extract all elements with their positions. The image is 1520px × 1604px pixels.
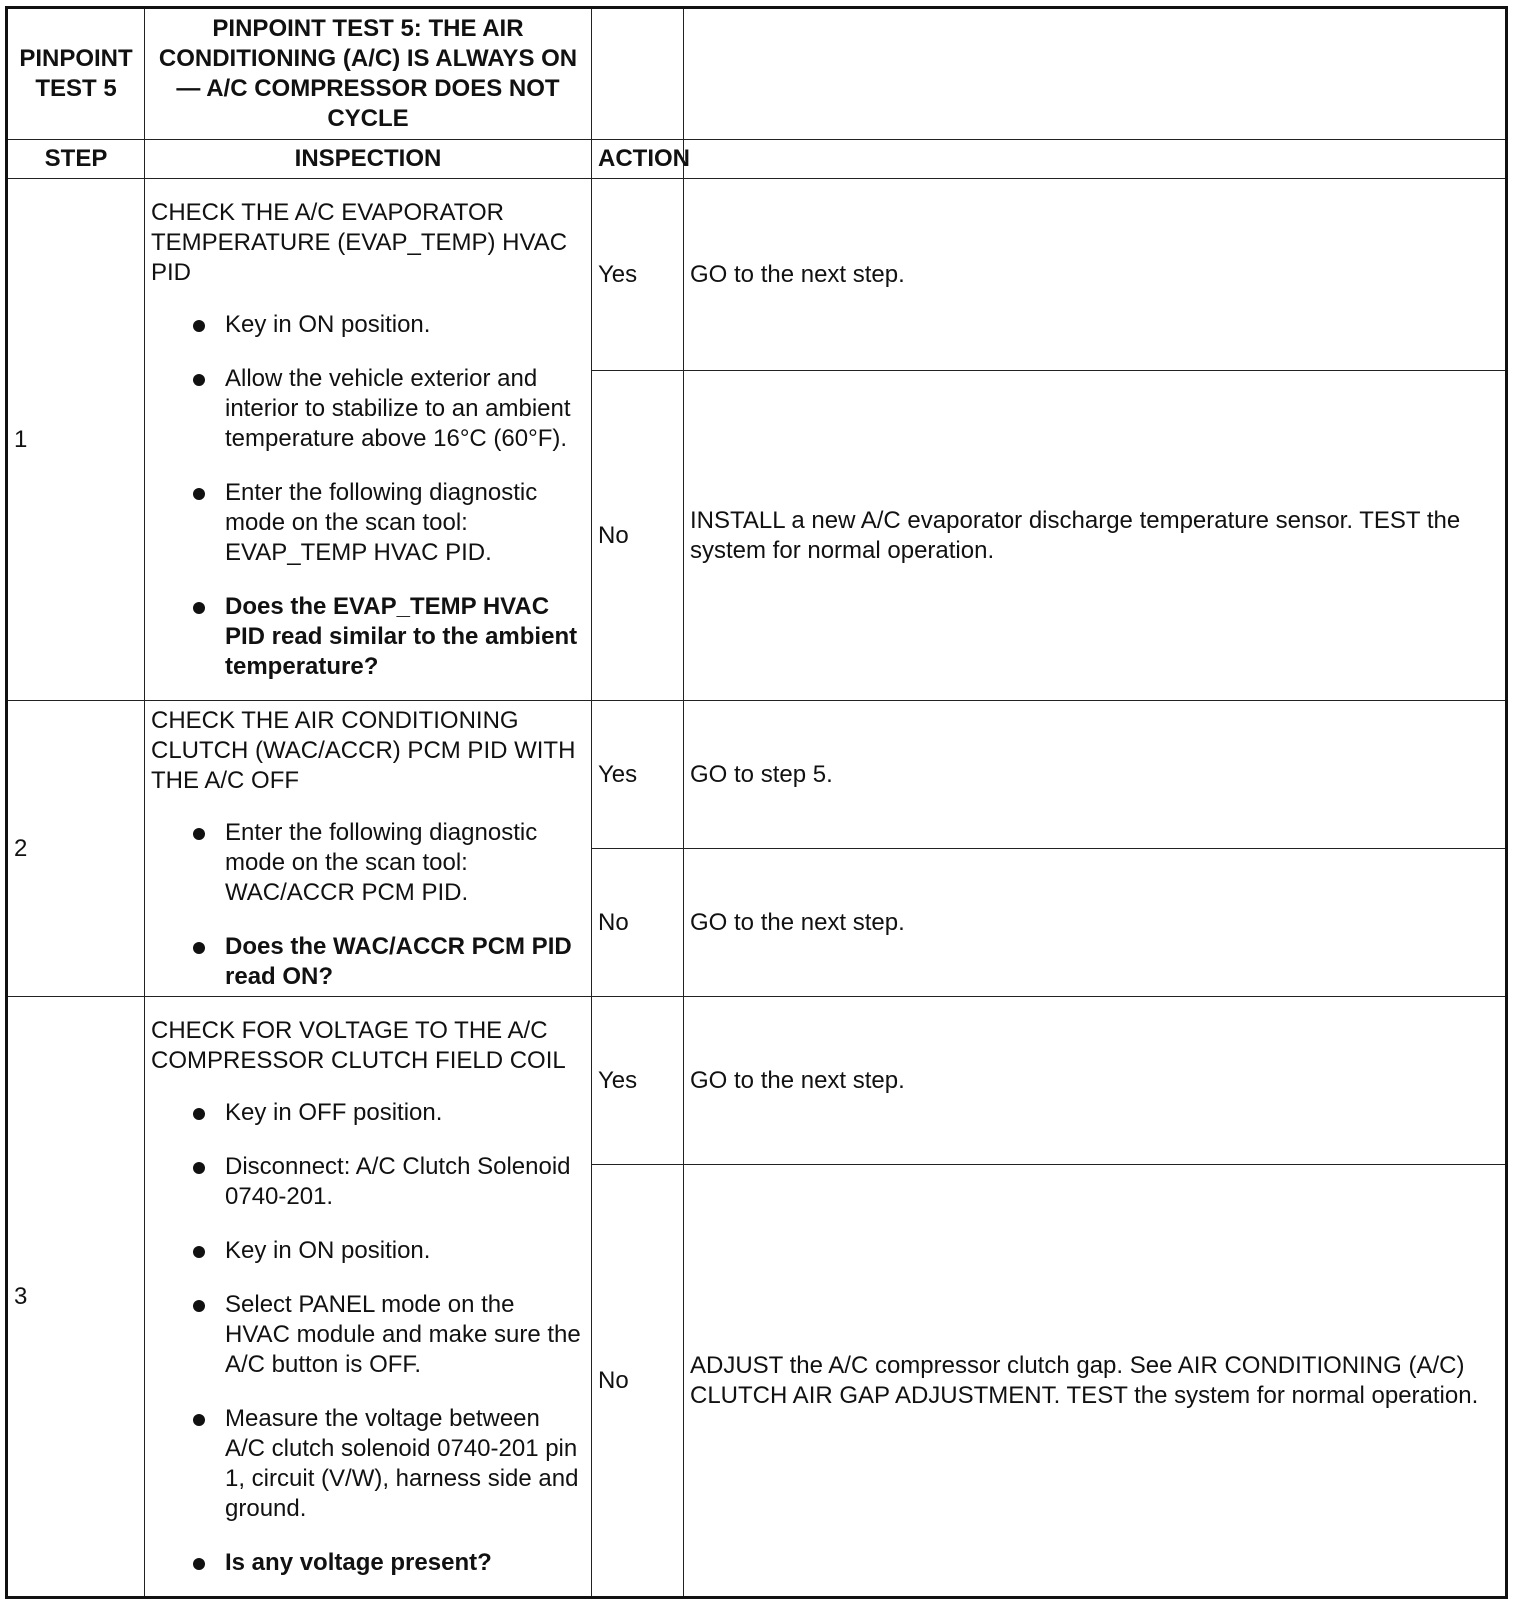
col-header-empty xyxy=(684,140,1507,179)
inspection-question: Does the WAC/ACCR PCM PID read ON? xyxy=(193,932,585,992)
header-empty-cell xyxy=(684,8,1507,140)
response-no: No xyxy=(592,371,684,701)
inspection-bullet: Key in ON position. xyxy=(193,1236,585,1266)
action-no: GO to the next step. xyxy=(684,849,1507,997)
inspection-question: Does the EVAP_TEMP HVAC PID read similar to the ambient temperature? xyxy=(193,592,585,682)
step-inspection xyxy=(145,997,592,1598)
inspection-question: Is any voltage present? xyxy=(193,1548,585,1578)
inspection-title: CHECK THE AIR CONDITIONING CLUTCH (WAC/ACCR) PCM PID WITH THE A/C OFF xyxy=(151,706,576,794)
action-no: ADJUST the A/C compressor clutch gap. See AIR CONDITIONING (A/C) CLUTCH AIR GAP ADJUSTMENT. TEST the system for normal operation. xyxy=(684,1165,1507,1598)
response-no: No xyxy=(592,849,684,997)
action-no: INSTALL a new A/C evaporator discharge temperature sensor. TEST the system for normal operation. xyxy=(684,371,1507,701)
inspection-title: CHECK FOR VOLTAGE TO THE A/C COMPRESSOR CLUTCH FIELD COIL xyxy=(151,1016,566,1074)
inspection-bullet: Allow the vehicle exterior and interior to stabilize to an ambient temperature above 16°C (60°F). xyxy=(193,364,585,454)
step-2-yes-row xyxy=(7,701,1507,849)
step-inspection xyxy=(145,701,592,997)
col-header-action: ACTION xyxy=(592,140,684,179)
inspection-bullet: Key in ON position. xyxy=(193,310,585,340)
inspection-bullet: Select PANEL mode on the HVAC module and make sure the A/C button is OFF. xyxy=(193,1290,585,1380)
step-number: 3 xyxy=(7,997,145,1598)
pinpoint-test-table xyxy=(5,6,1508,1599)
inspection-bullets xyxy=(151,818,585,992)
inspection-bullet: Enter the following diagnostic mode on the scan tool: WAC/ACCR PCM PID. xyxy=(193,818,585,908)
col-header-inspection: INSPECTION xyxy=(145,140,592,179)
inspection-bullets xyxy=(151,1098,585,1578)
response-no: No xyxy=(592,1165,684,1598)
test-title-cell: PINPOINT TEST 5: THE AIR CONDITIONING (A/C) IS ALWAYS ON — A/C COMPRESSOR DOES NOT CYCLE xyxy=(145,8,592,140)
step-number: 1 xyxy=(7,179,145,701)
step-3-yes-row xyxy=(7,997,1507,1165)
title-row xyxy=(7,8,1507,140)
inspection-bullet: Disconnect: A/C Clutch Solenoid 0740-201. xyxy=(193,1152,585,1212)
header-empty-cell xyxy=(592,8,684,140)
inspection-title: CHECK THE A/C EVAPORATOR TEMPERATURE (EVAP_TEMP) HVAC PID xyxy=(151,198,568,286)
column-header-row xyxy=(7,140,1507,179)
test-id-cell: PINPOINT TEST 5 xyxy=(7,8,145,140)
inspection-bullet: Measure the voltage between A/C clutch solenoid 0740-201 pin 1, circuit (V/W), harness side and ground. xyxy=(193,1404,585,1524)
response-yes: Yes xyxy=(592,701,684,849)
response-yes: Yes xyxy=(592,179,684,371)
inspection-bullet: Key in OFF position. xyxy=(193,1098,585,1128)
step-number: 2 xyxy=(7,701,145,997)
action-yes: GO to step 5. xyxy=(684,701,1507,849)
inspection-bullets xyxy=(151,310,585,682)
inspection-bullet: Enter the following diagnostic mode on the scan tool: EVAP_TEMP HVAC PID. xyxy=(193,478,585,568)
step-1-yes-row xyxy=(7,179,1507,371)
action-yes: GO to the next step. xyxy=(684,179,1507,371)
step-inspection xyxy=(145,179,592,701)
response-yes: Yes xyxy=(592,997,684,1165)
action-yes: GO to the next step. xyxy=(684,997,1507,1165)
col-header-step: STEP xyxy=(7,140,145,179)
